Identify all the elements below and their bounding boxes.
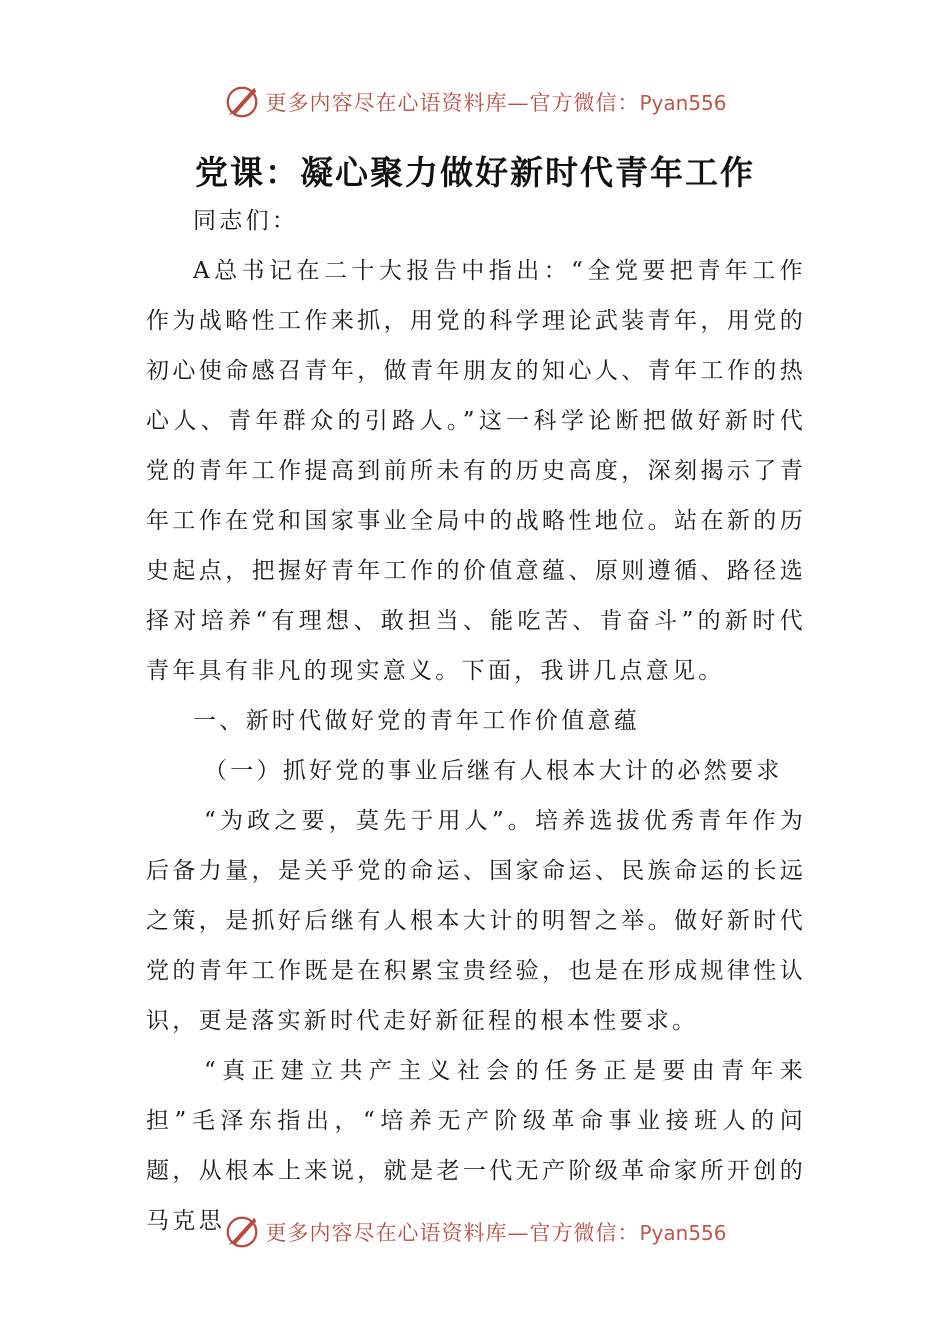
- salutation: 同志们：: [193, 208, 299, 234]
- header-watermark: [0, 80, 950, 124]
- pen-nib-logo-icon: [223, 83, 261, 121]
- document-title: 党课：凝心聚力做好新时代青年工作: [195, 153, 755, 192]
- pen-nib-logo-icon: [223, 1213, 261, 1251]
- watermark-handle: Pyan556: [639, 91, 727, 115]
- watermark-slogan: 更多内容尽在心语资料库: [265, 1221, 508, 1245]
- document-body: [146, 196, 806, 1246]
- watermark-wechat-label: 官方微信：: [529, 91, 640, 115]
- watermark-dash: —: [507, 91, 530, 115]
- subsection-heading: （一）抓好党的事业后继有人根本大计的必然要求: [204, 758, 783, 784]
- section-heading: 一、新时代做好党的青年工作价值意蕴: [193, 708, 641, 734]
- body-paragraph: “真正建立共产主义社会的任务正是要由青年来担”毛泽东指出，“培养无产阶级革命事业接班人的问题，从根本上来说，就是老一代无产阶级革命家所开创的马克思: [146, 1058, 806, 1234]
- body-paragraph: A总书记在二十大报告中指出：“全党要把青年工作作为战略性工作来抓，用党的科学理论武装青年，用党的初心使命感召青年，做青年朋友的知心人、青年工作的热心人、青年群众的引路人。”这一科学论断把做好新时代党的青年工作提高到前所未有的历史高度，深刻揭示了青年工作在党和国家事业全局中的战略性地位。站在新的历史起点，把握好青年工作的价值意蕴、原则遵循、路径选择对培养“有理想、敢担当、能吃苦、肯奋斗”的新时代青年具有非凡的现实意义。下面，我讲几点意见。: [146, 258, 806, 684]
- body-paragraph: “为政之要，莫先于用人”。培养选拔优秀青年作为后备力量，是关乎党的命运、国家命运、民族命运的长远之策，是抓好后继有人根本大计的明智之举。做好新时代党的青年工作既是在积累宝贵经验，也是在形成规律性认识，更是落实新时代走好新征程的根本性要求。: [146, 808, 806, 1034]
- footer-watermark: [0, 1210, 950, 1254]
- watermark-text: [265, 87, 726, 117]
- watermark-slogan: 更多内容尽在心语资料库: [265, 91, 508, 115]
- watermark-wechat-label: 官方微信：: [529, 1221, 640, 1245]
- watermark-dash: —: [507, 1221, 530, 1245]
- watermark-text: [265, 1217, 726, 1247]
- watermark-handle: Pyan556: [639, 1221, 727, 1245]
